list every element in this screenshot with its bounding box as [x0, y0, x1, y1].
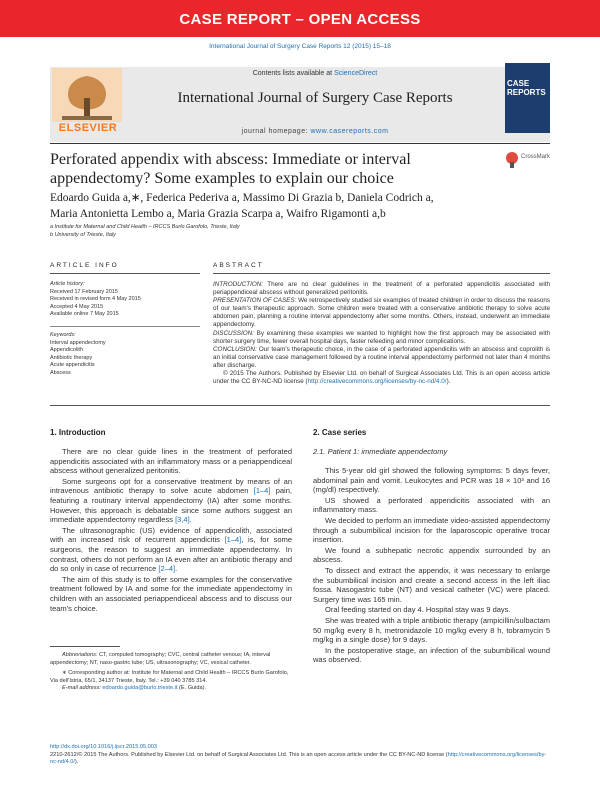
case-paragraph: In the postoperative stage, an infection of the subumbilical wound was observed.: [313, 645, 550, 665]
authors-line-2: Maria Antonietta Lembo a, Maria Grazia Scarpa a, Waifro Rigamonti a,b: [50, 208, 386, 220]
abstract-heading: ABSTRACT: [213, 262, 264, 269]
sciencedirect-link[interactable]: ScienceDirect: [334, 70, 378, 77]
case-paragraph: We found a subhepatic necrotic appendix surrounded by an abscess.: [313, 545, 550, 565]
abstract-license-end: ).: [446, 378, 451, 386]
patient-1-subheading: 2.1. Patient 1: immediate appendectomy: [313, 447, 448, 456]
ref-link[interactable]: [3,4]: [175, 515, 190, 525]
abstract-discussion-label: DISCUSSION:: [213, 329, 254, 337]
masthead-divider: [50, 143, 550, 144]
keyword: Interval appendectomy: [50, 339, 106, 346]
affiliation-a: a Institute for Maternal and Child Health – IRCCS Burlo Garofolo, Trieste, Italy: [50, 224, 240, 230]
keywords: [50, 332, 200, 377]
article-history: [50, 281, 200, 319]
case-paragraph: We decided to perform an immediate video-assisted appendectomy through a subumbilical incision for the laparoscopic operative trocar insertion.: [313, 515, 550, 545]
abbreviations: Abbreviations: CT, computed tomography; CVC, central catheter venous; IA, interval appendectomy; NT, naso-gastric tube; US, ultrasonography; VC, vesical catheter.: [50, 652, 271, 666]
case-paragraph: To dissect and extract the appendix, it was necessary to enlarge the subumbilical incision and create a second access in the left iliac fossa. Nasogastric tube (NT) and vesical catheter (VC) were placed. Surgery time was 165 min.: [313, 565, 550, 604]
elsevier-wordmark: ELSEVIER: [58, 122, 118, 134]
open-access-banner: CASE REPORT – OPEN ACCESS: [0, 0, 600, 37]
case-paragraph: US showed a perforated appendicitis associated with an inflammatory mass.: [313, 495, 550, 515]
history-accepted: Accepted 4 May 2015: [50, 303, 104, 310]
history-online: Available online 7 May 2015: [50, 311, 119, 317]
footnotes: [50, 652, 292, 693]
ref-link[interactable]: [2–4]: [158, 564, 176, 574]
crossmark-badge[interactable]: [505, 150, 550, 170]
abstract-cases: We retrospectively studied six examples of treated children in order to discuss the reasons of our team's therapeutic approach. Some children were treated with a conservative antibiotic therapy to solve acute abdomen pain, planning a routine interval appendectomy after some months. Others, instead, underwent an immediate appendectomy.: [213, 297, 550, 329]
abstract-rule: [213, 273, 550, 274]
keyword: Antibiotic therapy: [50, 354, 93, 361]
abstract-bottom-rule: [50, 405, 550, 406]
ref-link[interactable]: [1–4]: [224, 535, 242, 545]
intro-paragraph: There are no clear guide lines in the treatment of perforated appendicitis associated with an inflammatory mass or a periappendiceal abscess without generalized peritonitis.: [50, 447, 292, 476]
case-paragraph: She was treated with a triple antibiotic therapy (ampicillin/sulbactam 50 mg/kg every 8 h, metronidazole 10 mg/kg every 8 h, tobramycin 5 mg/kg in a single dose) for 9 days.: [313, 615, 550, 645]
abstract-license: © 2015 The Authors. Published by Elsevier Ltd. on behalf of Surgical Associates Ltd. This is an open access article under the CC BY-NC-ND license (: [213, 370, 550, 386]
case-series-heading: 2. Case series: [313, 428, 367, 437]
intro-paragraph: The aim of this study is to offer some examples for the conservative treatment followed by IA and some for the immediate appendectomy in children with an associated periappendiceal abscess and to discuss our team's choice.: [50, 574, 292, 613]
history-revised: Received in revised form 4 May 2015: [50, 296, 141, 302]
homepage-link[interactable]: www.casereports.com: [310, 128, 389, 135]
journal-citation[interactable]: International Journal of Surgery Case Reports 12 (2015) 15–18: [209, 43, 391, 50]
abstract-conclusion: Our team's therapeutic choice, in the case of a perforated appendicitis with an abscess and coprolith is an initial conservative case management followed by a routine interval appendectomy performed not later than 4 months after discharge.: [213, 345, 550, 369]
case-paragraph: Oral feeding started on day 4. Hospital stay was 9 days.: [325, 605, 511, 615]
abstract-intro: There are no clear guidelines in the treatment of a perforated appendicitis associated with periappendiceal abscess without generalized peritonitis.: [213, 281, 550, 297]
article-info-heading: ARTICLE INFO: [50, 262, 119, 269]
introduction-heading: 1. Introduction: [50, 428, 106, 437]
intro-paragraph: Some surgeons opt for a conservative treatment by means of an intravenous antibiotic therapy to solve acute abdomen [1–4] pain, featuring a routinary interval appendectomy (IA) after some months. However, this approach is debatable since some authors suggest an immediate appendectomy regardless [3,4].: [50, 476, 292, 525]
corresponding-author: ∗ Corresponding author at: Institute for Maternal and Child Health – IRCCS Burlo Garofolo, Via dell'Istria, 65/1, 34137 Trieste, Italy. Tel.: +39 040 3785 314.: [50, 670, 289, 684]
case-series-body: [313, 466, 550, 666]
keyword: Acute appendicitis: [50, 362, 95, 368]
footnote-rule: [50, 646, 120, 647]
abstract-license-link[interactable]: http://creativecommons.org/licenses/by-nc-nd/4.0/: [307, 378, 447, 386]
journal-homepage: [130, 128, 500, 135]
introduction-body: [50, 447, 292, 614]
abstract-body: [213, 281, 550, 386]
keyword: Appendicolith: [50, 347, 84, 353]
intro-paragraph: The ultrasonographic (US) evidence of appendicolith, associated with an increased risk of recurrent appendicitis [1–4], is, for some surgeons, the reason to suggest an immediate appendectomy. In contrast, others do not perform an IA even after an antibiotic therapy and do so only in case of recurrence [2–4].: [50, 525, 292, 574]
article-info-rule: [50, 273, 200, 274]
abstract-conclusion-label: CONCLUSION:: [213, 345, 257, 353]
email-line: E-mail address: edoardo.guida@burlo.trieste.it (E. Guida).: [62, 685, 207, 692]
crossmark-icon: [505, 150, 519, 168]
author-list: [50, 190, 490, 222]
crossmark-label: CrossMark: [521, 154, 551, 160]
affiliation-b: b University of Trieste, Italy: [50, 232, 116, 238]
footer-license: 2210-2612/© 2015 The Authors. Published by Elsevier Ltd. on behalf of Surgical Associates Ltd. This is an open access article under the CC BY-NC-ND license (http://creativecommons.org/licenses/by-nc-nd/4.0/).: [50, 751, 547, 766]
article-title: Perforated appendix with abscess: Immediate or interval appendectomy? Some examples to explain our choice: [50, 151, 411, 187]
abstract-intro-label: INTRODUCTION:: [213, 281, 264, 288]
footer-license-link[interactable]: http://creativecommons.org/licenses/by-nc-nd/4.0/: [50, 751, 547, 766]
authors-line-1: Edoardo Guida a,∗, Federica Pederiva a, Massimo Di Grazia b, Daniela Codrich a,: [50, 192, 434, 204]
case-paragraph: This 5-year old girl showed the following symptoms: 5 days fever, abdominal pain and vomit. Leukocytes and PCR was 18 × 10³ and 16 (mg/dl) respectively.: [313, 466, 550, 495]
affiliations: [50, 223, 490, 239]
cover-title: CASE REPORTS: [507, 79, 546, 97]
homepage-prefix: journal homepage:: [241, 128, 311, 135]
history-received: Received 17 February 2015: [50, 288, 118, 295]
contents-line: [130, 70, 500, 77]
history-label: Article history:: [50, 281, 85, 287]
keyword: Abscess: [50, 369, 71, 376]
journal-title: International Journal of Surgery Case Reports: [177, 90, 453, 106]
journal-cover-thumbnail: [505, 63, 550, 133]
doi-link[interactable]: http://dx.doi.org/10.1016/j.ijscr.2015.05.003: [50, 744, 157, 750]
abstract-cases-label: PRESENTATION OF CASES:: [213, 297, 297, 305]
info-divider: [50, 326, 200, 327]
ref-link[interactable]: [1–4]: [253, 486, 271, 496]
contents-prefix: Contents lists available at: [252, 70, 335, 77]
keywords-label: Keywords:: [50, 332, 76, 338]
page-footer: [50, 744, 550, 767]
abstract-discussion: By examining these examples we wanted to highlight how the first approach may be associated with shorter surgery time, fewer overall hospital days, faster refeeding and minor complications.: [213, 329, 550, 345]
email-link[interactable]: edoardo.guida@burlo.trieste.it: [102, 685, 178, 692]
